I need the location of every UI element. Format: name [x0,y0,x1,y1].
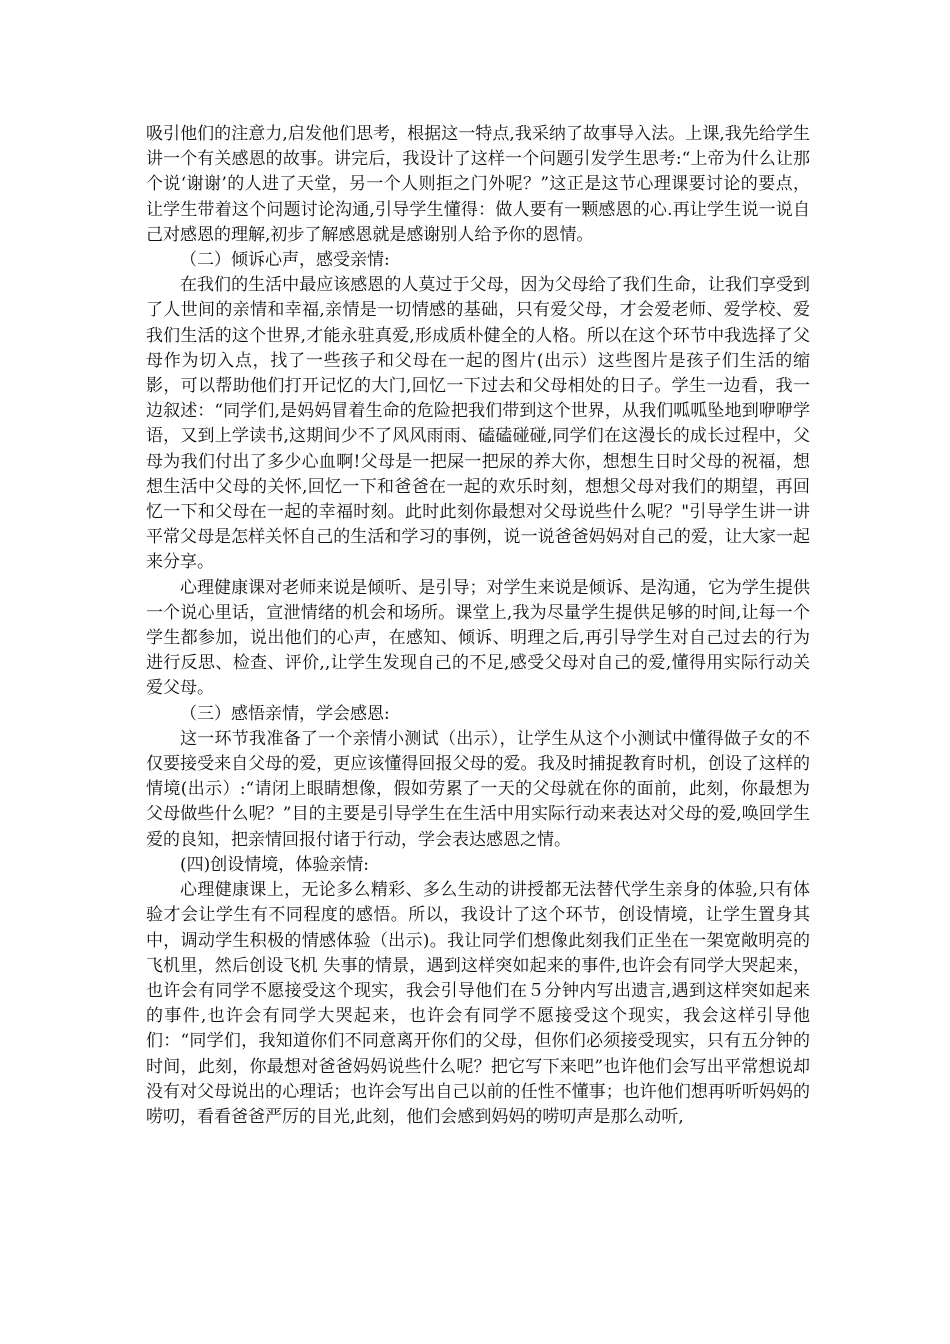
section-heading-3: （三）感悟亲情，学会感恩: [180,703,390,724]
document-page [146,122,810,1130]
body-paragraph: 吸引他们的注意力,启发他们思考，根据这一特点,我采纳了故事导入法。上课,我先给学生讲一个有关感恩的故事。讲完后，我设计了这样一个问题引发学生思考:“上帝为什么让那个说‘谢谢’的人进了天堂，另一个人则拒之门外呢？”这正是这节心理课要讨论的要点，让学生带着这个问题讨论沟通,引导学生懂得：做人要有一颗感恩的心.再让学生说一说自己对感恩的理解,初步了解感恩就是感谢别人给予你的恩情。 [146,124,810,245]
section-heading-2: （二）倾诉心声，感受亲情: [180,250,390,271]
body-paragraph: 心理健康课对老师来说是倾听、是引导；对学生来说是倾诉、是沟通，它为学生提供一个说心里话，宣泄情绪的机会和场所。课堂上,我为尽量学生提供足够的时间,让每一个学生都参加，说出他们的心声，在感知、倾诉、明理之后,再引导学生对自己过去的行为进行反思、检查、评价,,让学生发现自己的不足,感受父母对自己的爱,懂得用实际行动关爱父母。 [146,577,810,699]
body-paragraph: 心理健康课上，无论多么精彩、多么生动的讲授都无法替代学生亲身的体验,只有体验才会让学生有不同程度的感悟。所以，我设计了这个环节，创设情境，让学生置身其中，调动学生积极的情感体验（出示)。我让同学们想像此刻我们正坐在一架宽敞明亮的飞机里，然后创设飞机 失事的情景，遇到这样突如起来的事件,也许会有同学大哭起来，也许会有同学不愿接受这个现实，我会引导他们在５分钟内写出遗言,遇到这样突如起来的事件,也许会有同学大哭起来，也许会有同学不愿接受这个现实，我会这样引导他们：“同学们，我知道你们不同意离开你们的父母，但你们必须接受现实，只有五分钟的时间，此刻，你最想对爸爸妈妈说些什么呢？把它写下来吧”也许他们会写出平常想说却没有对父母说出的心理话；也许会写出自己以前的任性不懂事；也许他们想再听听妈妈的唠叨，看看爸爸严厉的目光,此刻，他们会感到妈妈的唠叨声是那么动听, [146,880,810,1127]
section-heading-4: (四)创设情境，体验亲情: [180,854,369,875]
body-paragraph: 在我们的生活中最应该感恩的人莫过于父母，因为父母给了我们生命，让我们享受到了人世间的亲情和幸福,亲情是一切情感的基础，只有爱父母，才会爱老师、爱学校、爱我们生活的这个世界,才能永驻真爱,形成质朴健全的人格。所以在这个环节中我选择了父母作为切入点，找了一些孩子和父母在一起的图片(出示）这些图片是孩子们生活的缩影，可以帮助他们打开记忆的大门,回忆一下过去和父母相处的日子。学生一边看，我一边叙述：“同学们,是妈妈冒着生命的危险把我们带到这个世界，从我们呱呱坠地到咿咿学语，又到上学读书,这期间少不了风风雨雨、磕磕碰碰,同学们在这漫长的成长过程中，父母为我们付出了多少心血啊!父母是一把屎一把尿的养大你，想想生日时父母的祝福，想想生活中父母的关怀,回忆一下和爸爸在一起的欢乐时刻，想想父母对我们的期望，再回忆一下和父母在一起的幸福时刻。此时此刻你最想对父母说些什么呢？"引导学生讲一讲平常父母是怎样关怀自己的生活和学习的事例，说一说爸爸妈妈对自己的爱，让大家一起来分享。 [146,275,810,573]
body-paragraph: 这一环节我准备了一个亲情小测试（出示），让学生从这个小测试中懂得做子女的不仅要接受来自父母的爱，更应该懂得回报父母的爱。我及时捕捉教育时机，创设了这样的情境(出示）:“请闭上眼睛想像，假如劳累了一天的父母就在你的面前，此刻，你最想为父母做些什么呢？”目的主要是引导学生在生活中用实际行动来表达对父母的爱,唤回学生爱的良知，把亲情回报付诸于行动，学会表达感恩之情。 [146,728,810,850]
